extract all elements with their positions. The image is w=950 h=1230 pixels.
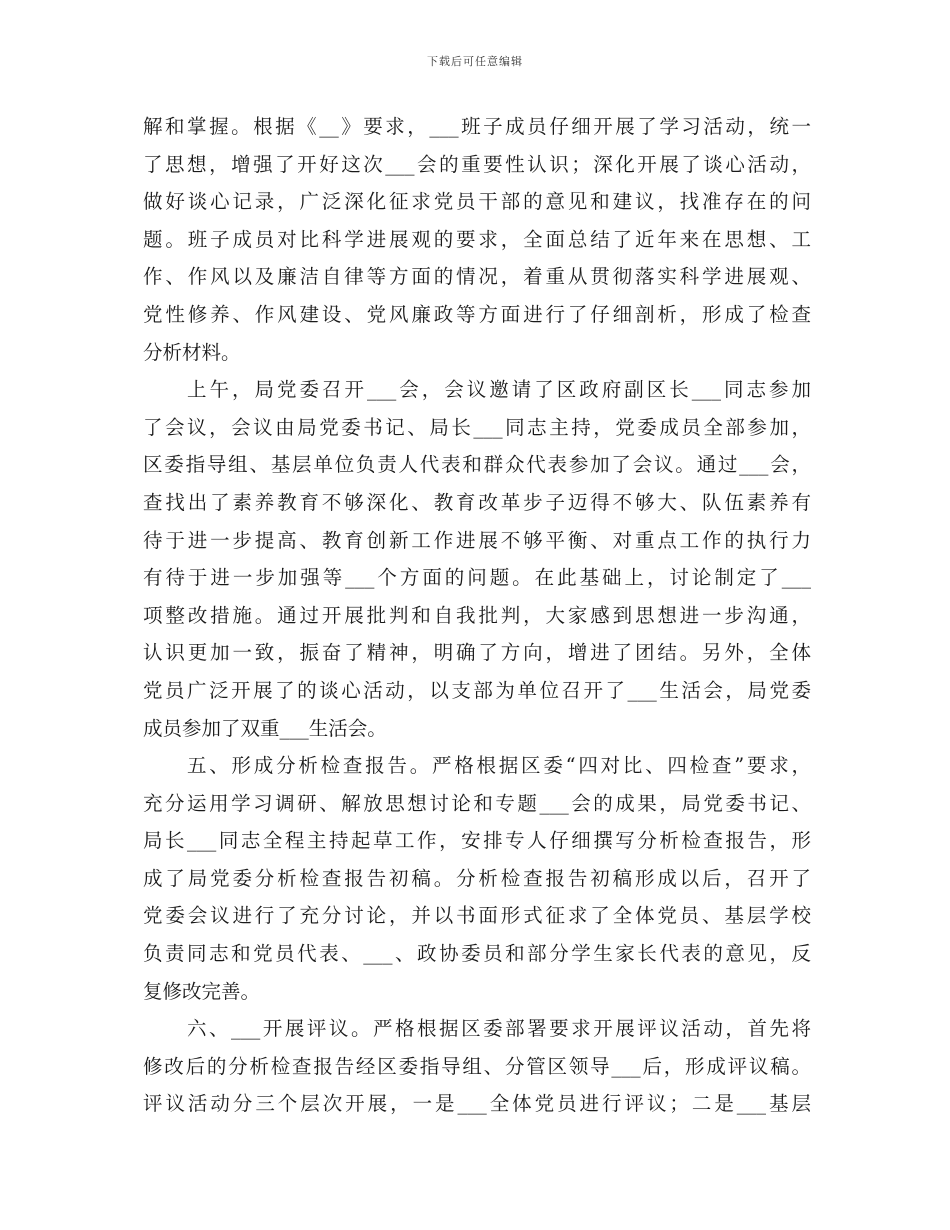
text-line: 分析材料。 bbox=[143, 340, 241, 364]
text-line: 查找出了素养教育不够深化、教育改革步子迈得不够大、队伍素养有 bbox=[143, 490, 811, 514]
text-line: 待于进一步提高、教育创新工作进展不够平衡、对重点工作的执行力 bbox=[143, 528, 811, 552]
text-line: 上午，局党委召开___会，会议邀请了区政府副区长___同志参加 bbox=[187, 378, 811, 402]
text-line: 六、___开展评议。严格根据区委部署要求开展评议活动，首先将 bbox=[187, 1017, 811, 1041]
text-line: 解和掌握。根据《__》要求，___班子成员仔细开展了学习活动，统一 bbox=[143, 115, 811, 138]
text-line: 了思想，增强了开好这次___会的重要性认识；深化开展了谈心活动， bbox=[143, 152, 811, 176]
text-line: 评议活动分三个层次开展，一是___全体党员进行评议；二是___基层 bbox=[143, 1092, 811, 1116]
text-line: 认识更加一致，振奋了精神，明确了方向，增进了团结。另外，全体 bbox=[143, 641, 811, 665]
text-line: 成员参加了双重___生活会。 bbox=[143, 716, 387, 740]
text-line: 负责同志和党员代表、___、政协委员和部分学生家长代表的意见，反 bbox=[143, 942, 811, 966]
text-line: 修改后的分析检查报告经区委指导组、分管区领导___后，形成评议稿。 bbox=[143, 1054, 811, 1078]
document-body bbox=[143, 108, 811, 1123]
page-header: 下载后可任意编辑 bbox=[427, 55, 523, 68]
text-line: 作、作风以及廉洁自律等方面的情况，着重从贯彻落实科学进展观、 bbox=[143, 265, 811, 289]
text-line: 区委指导组、基层单位负责人代表和群众代表参加了会议。通过___会， bbox=[143, 453, 811, 477]
text-line: 充分运用学习调研、解放思想讨论和专题___会的成果，局党委书记、 bbox=[143, 791, 811, 815]
text-line: 党委会议进行了充分讨论，并以书面形式征求了全体党员、基层学校 bbox=[143, 904, 811, 928]
text-line: 有待于进一步加强等___个方面的问题。在此基础上，讨论制定了___ bbox=[143, 566, 811, 590]
text-line: 成了局党委分析检查报告初稿。分析检查报告初稿形成以后，召开了 bbox=[143, 866, 811, 890]
text-line: 项整改措施。通过开展批判和自我批判，大家感到思想进一步沟通， bbox=[143, 603, 811, 627]
text-line: 复修改完善。 bbox=[143, 979, 261, 1003]
text-line: 局长___同志全程主持起草工作，安排专人仔细撰写分析检查报告，形 bbox=[143, 829, 811, 853]
text-line: 了会议，会议由局党委书记、局长___同志主持，党委成员全部参加， bbox=[143, 415, 811, 439]
text-line: 做好谈心记录，广泛深化征求党员干部的意见和建议，找准存在的问 bbox=[143, 190, 811, 214]
text-line: 题。班子成员对比科学进展观的要求，全面总结了近年来在思想、工 bbox=[143, 227, 811, 251]
text-line: 五、形成分析检查报告。严格根据区委“四对比、四检查”要求， bbox=[187, 754, 811, 778]
text-line: 党员广泛开展了的谈心活动，以支部为单位召开了___生活会，局党委 bbox=[143, 678, 811, 702]
text-line: 党性修养、作风建设、党风廉政等方面进行了仔细剖析，形成了检查 bbox=[143, 302, 811, 326]
